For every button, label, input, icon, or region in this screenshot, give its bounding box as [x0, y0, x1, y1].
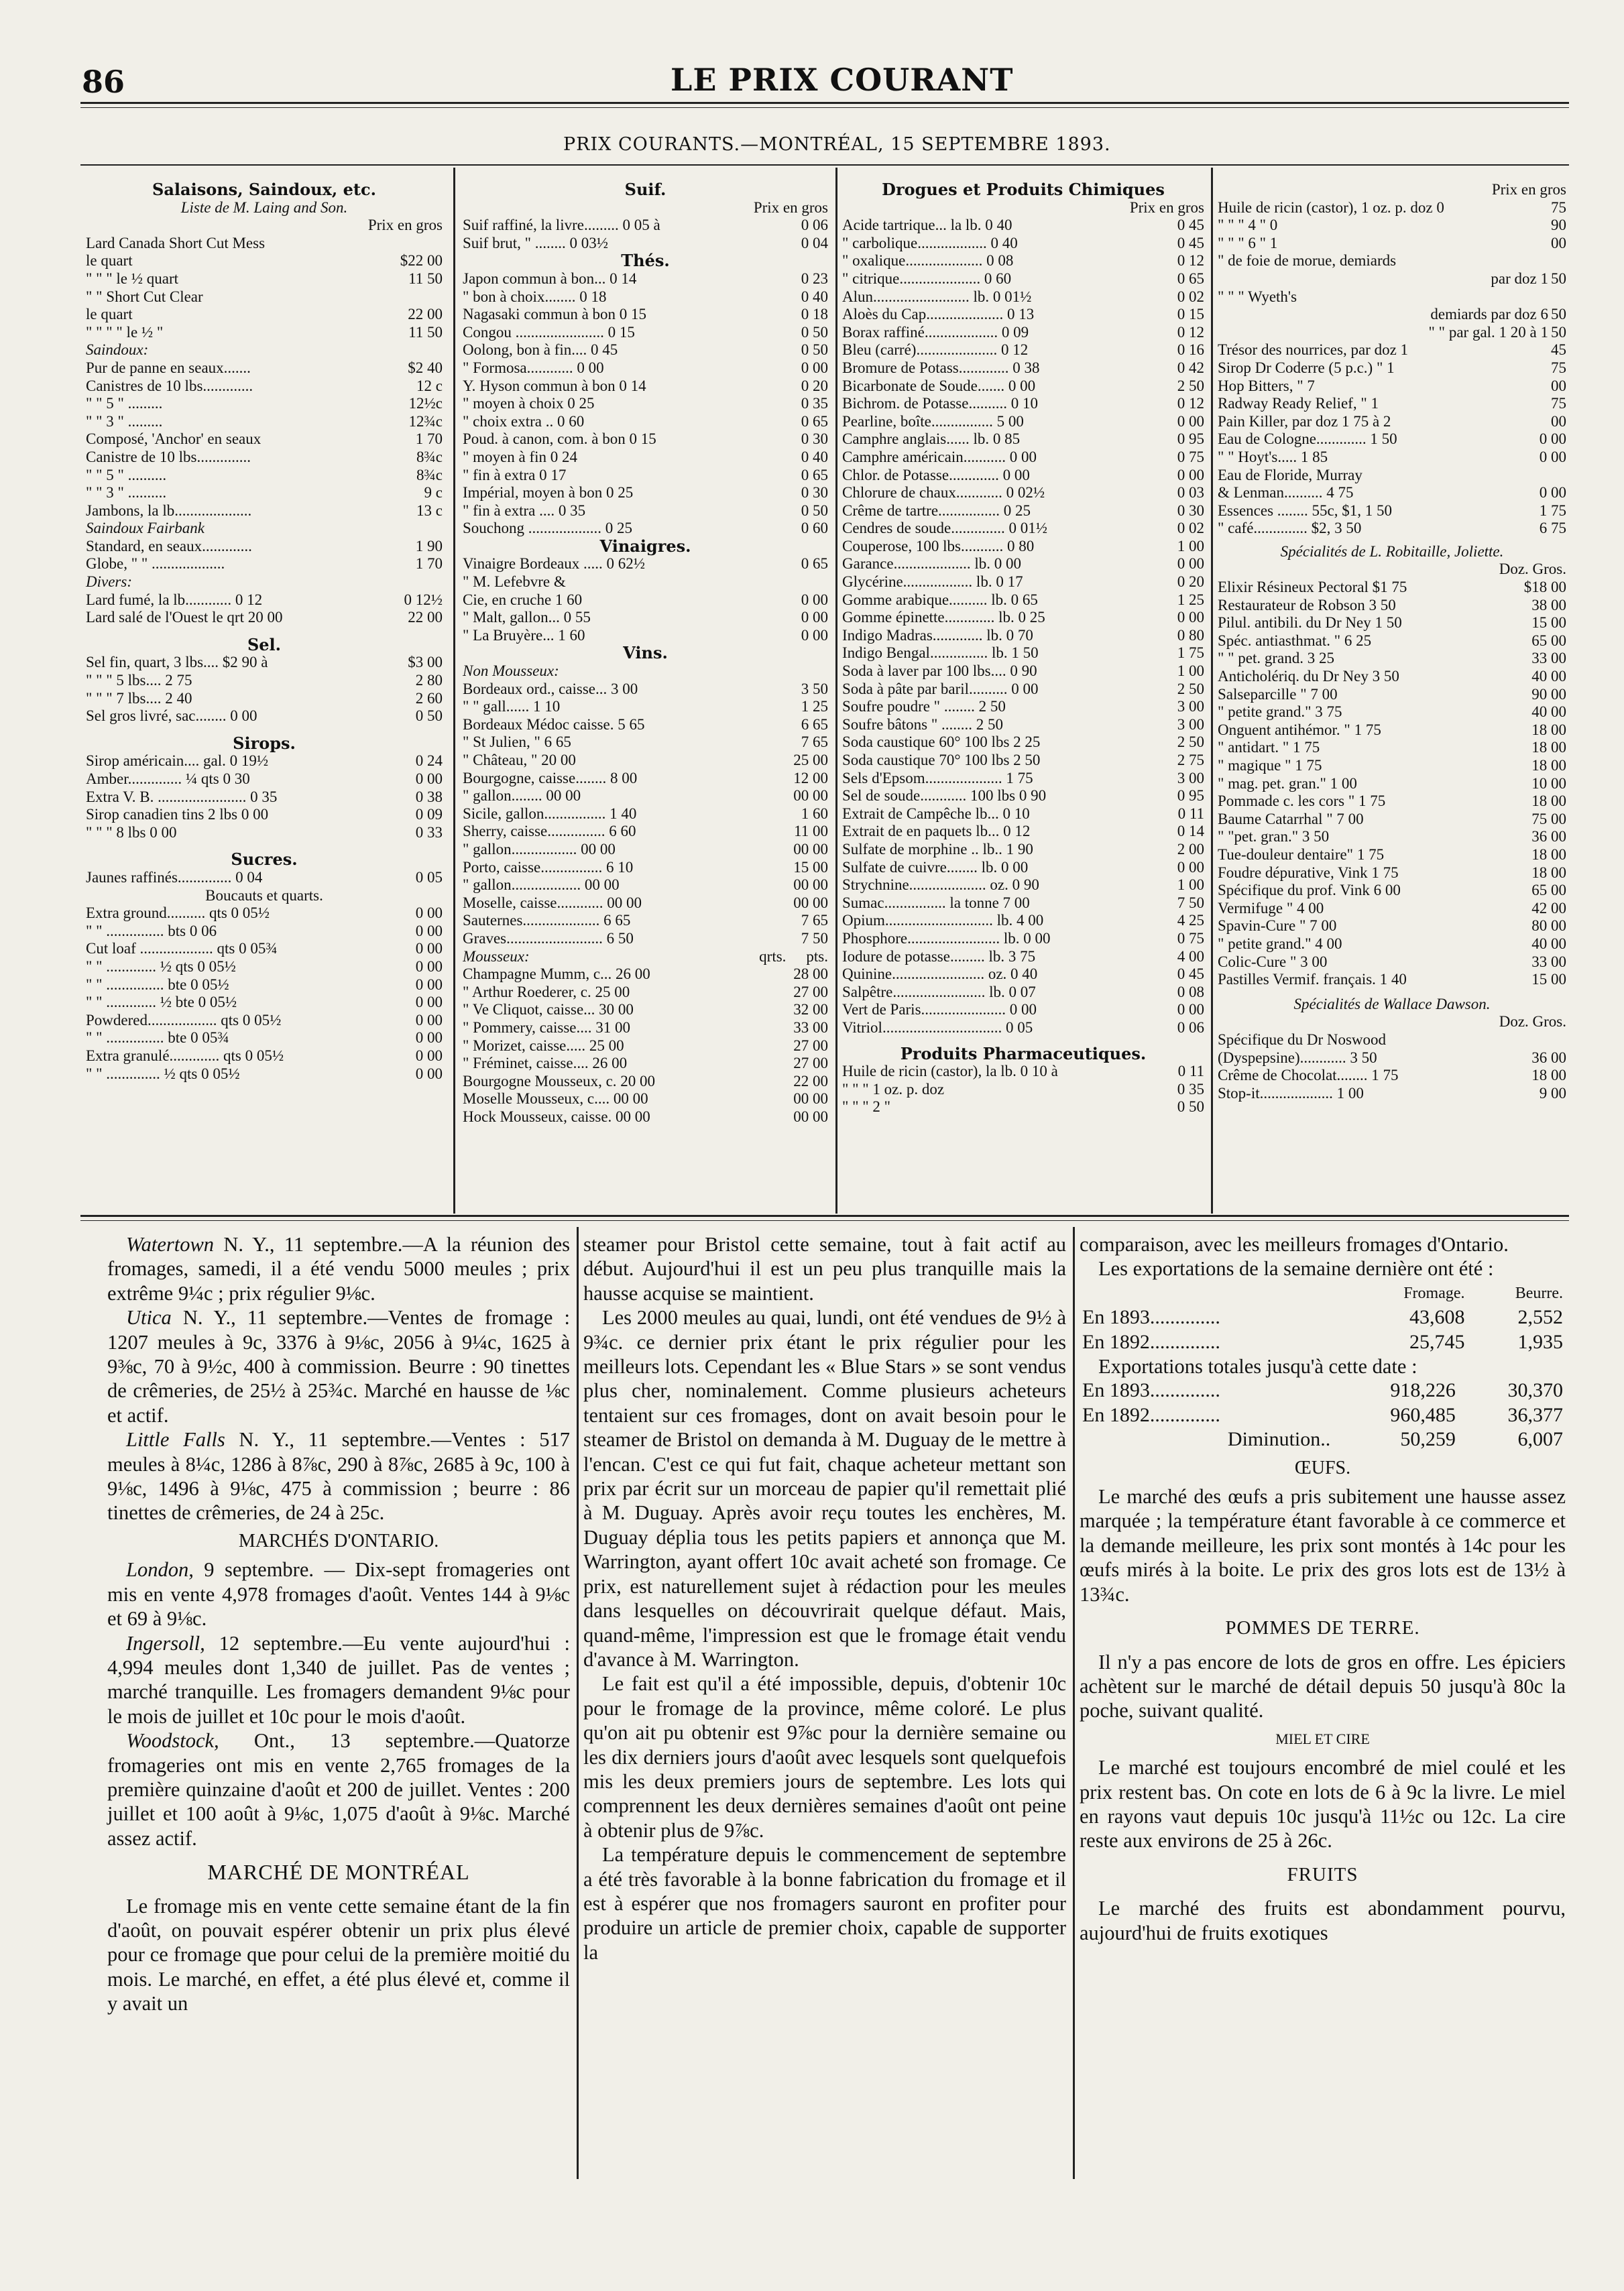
price-row: Sirop américain.... gal. 0 19½ 0 24 — [86, 752, 443, 770]
column-divider — [835, 168, 837, 1214]
source-line: Liste de M. Laing and Son. — [180, 198, 348, 216]
article-paragraph: Le fromage mis en vente cette semaine étant de la fin d'août, on pouvait espérer obtenir un prix plus élevé pour ce fromage que pour celui de la première moitié du mois. Le marché, en effet, a été plus élevé et, comme il y avait un — [107, 1894, 570, 2015]
price-row: Souchong ................... 0 25 0 60 — [463, 520, 828, 537]
price-row: Graves......................... 6 50 7 50 — [463, 929, 828, 947]
specialties-heading: Spécialités de Wallace Dawson. — [1293, 995, 1491, 1012]
price-row: " fin à extra .... 0 35 0 50 — [463, 502, 828, 519]
price-row: Elixir Résineux Pectoral $1 75 $18 00 — [1218, 579, 1566, 596]
article-column — [583, 1232, 1066, 1964]
price-row: " moyen à choix 0 25 0 35 — [463, 395, 828, 412]
price-row: " café.............. $2, 3 50 6 75 — [1218, 520, 1566, 537]
specialties-heading: Spécialités de L. Robitaille, Joliette. — [1280, 542, 1504, 560]
table-row: En 1893.............. 918,226 30,370 — [1082, 1379, 1563, 1402]
article-paragraph: Il n'y a pas encore de lots de gros en offre. Les épiciers achètent sur le marché de détail depuis 50 jusqu'à 80c la poche, suivant qualité. — [1080, 1650, 1566, 1722]
article-paragraph: Watertown N. Y., 11 septembre.—A la réunion des fromages, samedi, il a été vendu 5000 meules ; prix extrême 9¼c ; prix régulier 9⅛c. — [107, 1233, 570, 1305]
price-column-specialites — [1218, 181, 1566, 1102]
price-row: " Pommery, caisse.... 31 00 33 00 — [463, 1018, 828, 1036]
price-row: " " " 5 lbs.... 2 75 2 80 — [86, 672, 443, 689]
price-row: " " Hoyt's..... 1 85 0 00 — [1218, 448, 1566, 465]
price-row: " Ve Cliquot, caisse... 30 00 32 00 — [463, 1001, 828, 1018]
price-row: " choix extra .. 0 60 0 65 — [463, 412, 828, 430]
price-row: " " " 2 " 0 50 — [842, 1098, 1204, 1116]
article-paragraph: Woodstock, Ont., 13 septembre.—Quatorze fromageries ont mis en vente 2,765 fromages de la première quinzaine d'août et 200 de juillet. Ventes : 200 juillet et 100 août à 9⅛c, 1,075 d'août à 9⅛c. Marché assez actif. — [107, 1729, 570, 1850]
price-row: Jambons, la lb.................... 13 c — [86, 502, 443, 519]
price-row: " " gall...... 1 10 1 25 — [463, 698, 828, 715]
price-row: Pilul. antibili. du Dr Ney 1 50 15 00 — [1218, 614, 1566, 632]
article-paragraph: Exportations totales jusqu'à cette date : — [1098, 1355, 1417, 1378]
column-divider — [453, 168, 455, 1214]
price-column-drogues — [842, 181, 1204, 1116]
price-row: " " ............... bte 0 05¾ 0 00 — [86, 1029, 443, 1047]
section-heading: Vinaigres. — [599, 536, 691, 556]
price-row: Bromure de Potass............. 0 38 0 42 — [842, 359, 1204, 376]
article-paragraph: Les 2000 meules au quai, lundi, ont été vendues de 9½ à 9¾c. ce dernier prix étant le prix régulier pour les meilleurs lots. Cependant les « Blue Stars » se sont vendus plus cher, nominalement. Comme plusieurs acheteurs tentaient sur ces fromages, dont on avait besoin pour le steamer de Bristol on demanda à M. Duguay de le mettre à l'encan. C'est ce qui fut fait, chaque acheteur mettant son prix par écrit sur un morceau de papier qu'il remettait plié à M. Duguay. Après avoir reçu toutes les enchères, M. Duguay déplia tous les petits papiers et annonça que M. Warrington, ayant offert 10c avait acheté son fromage. Ce prix, est naturellement sujet à rédaction pour les meules dans lesquelles on découvrirait quelque défaut. Mais, quand-même, l'impression est que le fromage était vendu d'avance à M. Warrington. — [583, 1306, 1066, 1671]
price-row: Y. Hyson commun à bon 0 14 0 20 — [463, 377, 828, 394]
price-row: Extra V. B. ....................... 0 35 0 38 — [86, 788, 443, 805]
price-row-text: Lard Canada Short Cut Mess — [86, 234, 266, 251]
price-row: " " " 8 lbs 0 00 0 33 — [86, 823, 443, 841]
price-label: Prix en gros — [753, 198, 828, 216]
price-row: Extrait de en paquets lb... 0 12 0 14 — [842, 823, 1204, 840]
price-row: Essences ........ 55c, $1, 1 50 1 75 — [1218, 502, 1566, 519]
price-row: " " .............. ½ qts 0 05½ 0 00 — [86, 1065, 443, 1082]
price-label: Doz. Gros. — [1499, 561, 1566, 578]
price-row: Pastilles Vermif. français. 1 40 15 00 — [1218, 971, 1566, 988]
price-row: " moyen à fin 0 24 0 40 — [463, 448, 828, 465]
price-row: " mag. pet. gran." 1 00 10 00 — [1218, 774, 1566, 792]
price-row: " " " 7 lbs.... 2 40 2 60 — [86, 689, 443, 707]
price-row: Champagne Mumm, c... 26 00 28 00 — [463, 965, 828, 983]
price-row: " " " 1 oz. p. doz 0 35 — [842, 1080, 1204, 1098]
price-row: Hop Bitters, " 7 00 — [1218, 377, 1566, 394]
price-row: Vitriol............................... 0 05 0 06 — [842, 1018, 1204, 1036]
price-row: Bicarbonate de Soude....... 0 00 2 50 — [842, 377, 1204, 394]
section-heading: MARCHÉS D'ONTARIO. — [238, 1530, 439, 1551]
price-row: " St Julien, " 6 65 7 65 — [463, 733, 828, 751]
price-row: Nagasaki commun à bon 0 15 0 18 — [463, 306, 828, 323]
price-row: Bordeaux Médoc caisse. 5 65 6 65 — [463, 715, 828, 733]
price-row: demiards par doz 6 50 — [1430, 306, 1566, 323]
price-row: Congou ....................... 0 15 0 50 — [463, 323, 828, 341]
section-heading: Salaisons, Saindoux, etc. — [152, 180, 376, 199]
article-paragraph: steamer pour Bristol cette semaine, tout à fait actif au début. Aujourd'hui il est un peu plus tranquille mais la hausse acquise se maintient. — [583, 1233, 1066, 1305]
subheading: Non Mousseux: — [463, 662, 559, 680]
price-row: " " pet. grand. 3 25 33 00 — [1218, 650, 1566, 667]
price-row: par doz 1 50 — [1491, 270, 1566, 287]
price-row: Restaurateur de Robson 3 50 38 00 — [1218, 596, 1566, 613]
price-row: Pur de panne en seaux....... $2 40 — [86, 359, 443, 376]
price-row: Foudre dépurative, Vink 1 75 18 00 — [1218, 864, 1566, 881]
article-column — [1080, 1232, 1566, 1945]
header-rule — [80, 102, 1569, 104]
price-row: Quinine........................ oz. 0 40 0 45 — [842, 965, 1204, 983]
price-row: " gallon........ 00 00 00 00 — [463, 787, 828, 805]
price-row: " fin à extra 0 17 0 65 — [463, 466, 828, 483]
price-row: " " 3 " .......... 9 c — [86, 484, 443, 502]
price-row: Chlor. de Potasse............. 0 00 0 00 — [842, 466, 1204, 483]
price-row: Powdered.................. qts 0 05½ 0 00 — [86, 1011, 443, 1029]
price-row: Bordeaux ord., caisse... 3 00 3 50 — [463, 680, 828, 697]
price-row: Vinaigre Bordeaux ..... 0 62½ 0 65 — [463, 555, 828, 573]
price-row: Sumac................ la tonne 7 00 7 50 — [842, 894, 1204, 911]
exports-table — [1080, 1281, 1566, 1354]
table-bottom-rule-thin — [80, 1220, 1569, 1221]
price-row: Sirop Dr Coderre (5 p.c.) " 1 75 — [1218, 359, 1566, 376]
price-row-text: Eau de Floride, Murray — [1218, 466, 1362, 483]
subheading: Saindoux: — [86, 341, 149, 359]
article-paragraph: Le fait est qu'il a été impossible, depuis, d'obtenir 10c pour le fromage de la province, même coloré. Le plus qu'on ait pu obtenir est 9⅞c pour la dernière semaine ou les dix derniers jours d'août avec lesquels sont quelquefois mis les deux premiers jours de septembre. Les lots qui comprennent les deux dernières semaines d'août ont peine à obtenir plus de 9⅞c. — [583, 1672, 1066, 1842]
article-paragraph: Le marché des œufs a pris subitement une hausse assez marquée ; la température étant favorable à ce commerce et la demande meilleure, les prix sont montés à 14c pour les œufs mirés à la boite. Le prix des gros lots est de 13½ à 13¾c. — [1080, 1485, 1566, 1606]
section-heading: Sel. — [247, 634, 282, 654]
price-row: " Malt, gallon... 0 55 0 00 — [463, 609, 828, 626]
price-row: Phosphore........................ lb. 0 00 0 75 — [842, 929, 1204, 947]
price-row: Soufre bâtons " ........ 2 50 3 00 — [842, 715, 1204, 733]
price-row: Spécifique du prof. Vink 6 00 65 00 — [1218, 882, 1566, 899]
price-row: Extra ground.......... qts 0 05½ 0 00 — [86, 904, 443, 922]
price-label: Prix en gros — [1491, 181, 1566, 198]
price-row: Soda à pâte par baril.......... 0 00 2 50 — [842, 680, 1204, 697]
price-row: Impérial, moyen à bon 0 25 0 30 — [463, 484, 828, 502]
price-row: Cie, en cruche 1 60 0 00 — [463, 591, 828, 608]
price-row: Indigo Madras............. lb. 0 70 0 80 — [842, 626, 1204, 644]
price-row: Sel gros livré, sac........ 0 00 0 50 — [86, 707, 443, 725]
price-row: Borax raffiné................... 0 09 0 12 — [842, 323, 1204, 341]
table-row: En 1892.............. 25,745 1,935 — [1082, 1330, 1563, 1353]
price-row: le quart $22 00 — [86, 252, 443, 270]
price-row: " " 5 " ......... 12½c — [86, 395, 443, 412]
price-row: Suif brut, " ........ 0 03½ 0 04 — [463, 234, 828, 251]
price-row-text: Boucauts et quarts. — [205, 886, 323, 904]
price-row: Bichrom. de Potasse.......... 0 10 0 12 — [842, 395, 1204, 412]
price-column-suif — [463, 181, 828, 1126]
price-row: Gomme épinette............. lb. 0 25 0 00 — [842, 609, 1204, 626]
price-row: Porto, caisse................ 6 10 15 00 — [463, 858, 828, 876]
price-row: Spéc. antiasthmat. " 6 25 65 00 — [1218, 632, 1566, 649]
price-row: Sauternes.................... 6 65 7 65 — [463, 912, 828, 929]
price-row: Trésor des nourrices, par doz 1 45 — [1218, 341, 1566, 359]
price-row: " " ............... bte 0 05½ 0 00 — [86, 976, 443, 993]
price-row: " Formosa............ 0 00 0 00 — [463, 359, 828, 376]
price-row: Composé, 'Anchor' en seaux 1 70 — [86, 430, 443, 448]
price-row: Salseparcille " 7 00 90 00 — [1218, 685, 1566, 703]
price-row: Vermifuge " 4 00 42 00 — [1218, 899, 1566, 917]
price-row: Sulfate de cuivre........ lb. 0 00 0 00 — [842, 858, 1204, 876]
section-heading: MIEL ET CIRE — [1275, 1730, 1370, 1747]
price-row: Soda caustique 60° 100 lbs 2 25 2 50 — [842, 733, 1204, 751]
price-row-text: " " " Wyeth's — [1218, 288, 1297, 305]
price-row: " " 3 " ......... 12¾c — [86, 412, 443, 430]
price-row: Colic-Cure " 3 00 33 00 — [1218, 953, 1566, 970]
price-row: Mousseux: qrts. pts. — [463, 947, 828, 965]
price-row: Glycérine.................. lb. 0 17 0 20 — [842, 573, 1204, 591]
section-heading: ŒUFS. — [1294, 1457, 1351, 1478]
price-row: " " par gal. 1 20 à 1 50 — [1428, 323, 1566, 341]
table-header-row: Fromage. Beurre. — [1403, 1284, 1563, 1302]
price-row: Baume Catarrhal " 7 00 75 00 — [1218, 810, 1566, 827]
price-row: Sicile, gallon................ 1 40 1 60 — [463, 805, 828, 822]
price-row: " carbolique.................. 0 40 0 45 — [842, 234, 1204, 251]
price-row: " " " 6 " 1 00 — [1218, 234, 1566, 251]
price-row: Poud. à canon, com. à bon 0 15 0 30 — [463, 430, 828, 448]
price-row: Crême de Chocolat........ 1 75 18 00 — [1218, 1067, 1566, 1084]
price-row: " La Bruyère... 1 60 0 00 — [463, 626, 828, 644]
price-row: Crême de tartre................ 0 25 0 30 — [842, 502, 1204, 519]
column-divider — [577, 1227, 579, 2179]
price-row: " magique " 1 75 18 00 — [1218, 757, 1566, 774]
price-row: Gomme arabique.......... lb. 0 65 1 25 — [842, 591, 1204, 608]
price-row: Radway Ready Relief, " 1 75 — [1218, 395, 1566, 412]
price-row: Sherry, caisse............... 6 60 11 00 — [463, 823, 828, 840]
price-row: Couperose, 100 lbs........... 0 80 1 00 — [842, 537, 1204, 554]
price-row: Bleu (carré)..................... 0 12 0 16 — [842, 341, 1204, 359]
price-row-text: " de foie de morue, demiards — [1218, 252, 1397, 270]
article-paragraph: comparaison, avec les meilleurs fromages d'Ontario. — [1080, 1233, 1509, 1256]
price-row: Tue-douleur dentaire" 1 75 18 00 — [1218, 845, 1566, 863]
subheading: Saindoux Fairbank — [86, 520, 205, 537]
article-paragraph: Ingersoll, 12 septembre.—Eu vente aujourd'hui : 4,994 meules dont 1,340 de juillet. Pas de ventes ; marché tranquille. Les fromagers demandent 9⅛c pour le mois de juillet et 10c pour le mois d'août. — [107, 1631, 570, 1728]
price-row: Vert de Paris...................... 0 00 0 00 — [842, 1001, 1204, 1018]
price-row: (Dyspepsine)............ 3 50 36 00 — [1218, 1049, 1566, 1066]
price-row: Moselle Mousseux, c.... 00 00 00 00 — [463, 1090, 828, 1108]
price-row: Pearline, boîte................ 5 00 0 00 — [842, 412, 1204, 430]
price-row: Acide tartrique... la lb. 0 40 0 45 — [842, 217, 1204, 234]
price-row: " Arthur Roederer, c. 25 00 27 00 — [463, 983, 828, 1000]
price-row: Standard, en seaux............. 1 90 — [86, 537, 443, 554]
section-heading: Drogues et Produits Chimiques — [882, 180, 1165, 199]
price-row: Extra granulé............. qts 0 05½ 0 00 — [86, 1047, 443, 1064]
page-title: LE PRIX COURANT — [671, 62, 1014, 98]
table-bottom-rule — [80, 1215, 1569, 1217]
price-row: Bourgogne, caisse........ 8 00 12 00 — [463, 769, 828, 786]
article-column — [107, 1232, 570, 2016]
price-row: " Château, " 20 00 25 00 — [463, 752, 828, 768]
price-label: Prix en gros — [367, 217, 443, 234]
price-row: Jaunes raffinés.............. 0 04 0 05 — [86, 868, 443, 886]
table-row: En 1892.............. 960,485 36,377 — [1082, 1403, 1563, 1426]
price-row: Cut loaf ................... qts 0 05¾ 0 00 — [86, 940, 443, 957]
section-heading: POMMES DE TERRE. — [1225, 1617, 1420, 1639]
section-heading: FRUITS — [1287, 1863, 1358, 1885]
price-row: " " " le ½ quart 11 50 — [86, 270, 443, 287]
price-row: Camphre américain........... 0 00 0 75 — [842, 448, 1204, 465]
price-row: " " ............. ½ bte 0 05½ 0 00 — [86, 994, 443, 1011]
price-row: Iodure de potasse......... lb. 3 75 4 00 — [842, 947, 1204, 965]
header-rule-thin — [80, 107, 1569, 108]
table-row: Diminution.. 50,259 6,007 — [1227, 1428, 1563, 1451]
price-row: Extrait de Campêche lb... 0 10 0 11 — [842, 805, 1204, 822]
section-heading: MARCHÉ DE MONTRÉAL — [207, 1860, 470, 1885]
price-row-text: " " Short Cut Clear — [86, 288, 203, 305]
price-row: Japon commun à bon... 0 14 0 23 — [463, 270, 828, 287]
price-row: " citrique..................... 0 60 0 65 — [842, 270, 1204, 287]
price-row: Soda à laver par 100 lbs.... 0 90 1 00 — [842, 662, 1204, 680]
article-paragraph: Utica N. Y., 11 septembre.—Ventes de fromage : 1207 meules à 9c, 3376 à 9⅛c, 2056 à 9¼c, 1625 à 9⅜c, 70 à 9½c, 400 à commission. Beurre : 90 tinettes de crêmeries, de 25½ à 25¾c. Marché en hausse de ⅛c et actif. — [107, 1306, 570, 1427]
price-row: Sirop canadien tins 2 lbs 0 00 0 09 — [86, 806, 443, 823]
price-row: Spavin-Cure " 7 00 80 00 — [1218, 917, 1566, 935]
price-row: Garance.................... lb. 0 00 0 00 — [842, 555, 1204, 573]
price-column-salaisons — [86, 181, 443, 1083]
price-row: Lard salé de l'Ouest le qrt 20 00 22 00 — [86, 609, 443, 626]
price-row: Strychnine.................... oz. 0 90 1 00 — [842, 876, 1204, 894]
price-row: Anticholériq. du Dr Ney 3 50 40 00 — [1218, 668, 1566, 685]
article-paragraph: Little Falls N. Y., 11 septembre.—Ventes : 517 meules à 8¼c, 1286 à 8⅞c, 290 à 8⅞c, 2685 à 9c, 100 à 9⅛c, 1496 à 9⅛c, 475 à commission ; beurre : 86 tinettes de crêmeries, de 24 à 25c. — [107, 1428, 571, 1525]
price-row: " " 5 " .......... 8¾c — [86, 466, 443, 483]
section-heading: Suif. — [624, 180, 666, 199]
price-row: Indigo Bengal............... lb. 1 50 1 75 — [842, 644, 1204, 662]
section-heading: Vins. — [623, 643, 668, 663]
price-row: Bourgogne Mousseux, c. 20 00 22 00 — [463, 1072, 828, 1090]
article-paragraph: London, 9 septembre. — Dix-sept fromageries ont mis en vente 4,978 fromages d'août. Ventes 144 à 9⅛c et 69 à 9⅛c. — [107, 1558, 570, 1631]
price-row: Globe, " " ................... 1 70 — [86, 555, 443, 573]
table-top-rule — [80, 164, 1569, 166]
price-row: Camphre anglais...... lb. 0 85 0 95 — [842, 430, 1204, 448]
price-row: " "pet. gran." 3 50 36 00 — [1218, 828, 1566, 845]
price-row: & Lenman.......... 4 75 0 00 — [1218, 484, 1566, 502]
page-number: 86 — [82, 64, 125, 100]
column-divider — [1073, 1227, 1075, 2179]
price-row: Soufre poudre " ........ 2 50 3 00 — [842, 698, 1204, 715]
table-row: En 1893.............. 43,608 2,552 — [1082, 1306, 1563, 1329]
price-row: Amber.............. ¼ qts 0 30 0 00 — [86, 770, 443, 787]
article-paragraph: Le marché des fruits est abondamment pourvu, aujourd'hui de fruits exotiques — [1080, 1897, 1566, 1944]
price-row: " Fréminet, caisse.... 26 00 27 00 — [463, 1055, 828, 1072]
price-row: Canistres de 10 lbs............. 12 c — [86, 377, 443, 394]
price-row: " gallon.................. 00 00 00 00 — [463, 876, 828, 894]
price-list-subtitle: PRIX COURANTS.—MONTRÉAL, 15 SEPTEMBRE 1893. — [563, 134, 1111, 155]
price-row: " petite grand." 4 00 40 00 — [1218, 935, 1566, 952]
price-label: Prix en gros — [1129, 198, 1204, 216]
price-row: " " " " le ½ " 11 50 — [86, 323, 443, 341]
subheading: Divers: — [86, 573, 132, 591]
price-row: " " ............... bts 0 06 0 00 — [86, 922, 443, 939]
price-row: Aloès du Cap.................... 0 13 0 15 — [842, 306, 1204, 323]
price-row: " " " 4 " 0 90 — [1218, 217, 1566, 234]
price-row: Oolong, bon à fin.... 0 45 0 50 — [463, 341, 828, 359]
price-row: Chlorure de chaux............ 0 02½ 0 03 — [842, 484, 1204, 502]
price-row: Moselle, caisse............ 00 00 00 00 — [463, 894, 828, 911]
price-row: Canistre de 10 lbs.............. 8¾c — [86, 448, 443, 465]
column-divider — [1211, 168, 1213, 1214]
price-row: Suif raffiné, la livre......... 0 05 à 0 06 — [463, 217, 828, 234]
price-row: Sel fin, quart, 3 lbs.... $2 90 à $3 00 — [86, 654, 443, 671]
article-paragraph: Les exportations de la semaine dernière ont été : — [1098, 1257, 1494, 1281]
price-row: Eau de Cologne............. 1 50 0 00 — [1218, 430, 1566, 448]
section-heading: Produits Pharmaceutiques. — [900, 1043, 1147, 1063]
price-row: Sel de soude............ 100 lbs 0 90 0 95 — [842, 787, 1204, 805]
price-row: Onguent antihémor. " 1 75 18 00 — [1218, 721, 1566, 738]
price-row: Hock Mousseux, caisse. 00 00 00 00 — [463, 1108, 828, 1125]
section-heading: Thés. — [621, 251, 670, 271]
price-row: Alun......................... lb. 0 01½ 0 02 — [842, 288, 1204, 305]
price-label: Doz. Gros. — [1499, 1013, 1566, 1031]
price-row: Cendres de soude.............. 0 01½ 0 02 — [842, 520, 1204, 537]
price-row: Lard fumé, la lb............ 0 12 0 12½ — [86, 591, 443, 608]
price-row: Pain Killer, par doz 1 75 à 2 00 — [1218, 412, 1566, 430]
section-heading: Sucres. — [231, 849, 298, 870]
price-row: " petite grand." 3 75 40 00 — [1218, 703, 1566, 721]
price-row: Salpêtre........................ lb. 0 07 0 08 — [842, 983, 1204, 1000]
price-row: Sels d'Epsom.................... 1 75 3 00 — [842, 769, 1204, 786]
price-row: Stop-it................... 1 00 9 00 — [1218, 1084, 1566, 1102]
price-row: Sulfate de morphine .. lb.. 1 90 2 00 — [842, 840, 1204, 858]
exports-total-table — [1080, 1378, 1566, 1452]
price-row: " bon à choix........ 0 18 0 40 — [463, 288, 828, 305]
price-row: le quart 22 00 — [86, 306, 443, 323]
price-row-text: " M. Lefebvre & — [463, 573, 566, 591]
price-row: Huile de ricin (castor), 1 oz. p. doz 0 75 — [1218, 198, 1566, 216]
price-row: Pommade c. les cors " 1 75 18 00 — [1218, 792, 1566, 810]
price-row: " gallon................. 00 00 00 00 — [463, 840, 828, 858]
price-row: " " ............. ½ qts 0 05½ 0 00 — [86, 957, 443, 975]
price-row: " antidart. " 1 75 18 00 — [1218, 739, 1566, 756]
section-heading: Sirops. — [233, 733, 296, 753]
price-row: Opium............................ lb. 4 00 4 25 — [842, 912, 1204, 929]
price-row: Huile de ricin (castor), la lb. 0 10 à 0 11 — [842, 1063, 1204, 1080]
price-row-text: Spécifique du Dr Noswood — [1218, 1031, 1387, 1048]
price-row: Soda caustique 70° 100 lbs 2 50 2 75 — [842, 752, 1204, 768]
article-paragraph: La température depuis le commencement de septembre a été très favorable à la bonne fabrication du fromage et il est à espérer que nos fromagers sauront en profiter pour produire un article de premier choix, capable de supporter la — [583, 1843, 1066, 1964]
article-paragraph: Le marché est toujours encombré de miel coulé et les prix restent bas. On cote en lots de 6 à 9c la livre. Le miel en rayons vaut depuis 10c jusqu'à 11½c ou 12c. La cire reste aux environs de 25 à 26c. — [1080, 1756, 1566, 1853]
price-row: " oxalique.................... 0 08 0 12 — [842, 252, 1204, 270]
price-row: " Morizet, caisse..... 25 00 27 00 — [463, 1037, 828, 1054]
